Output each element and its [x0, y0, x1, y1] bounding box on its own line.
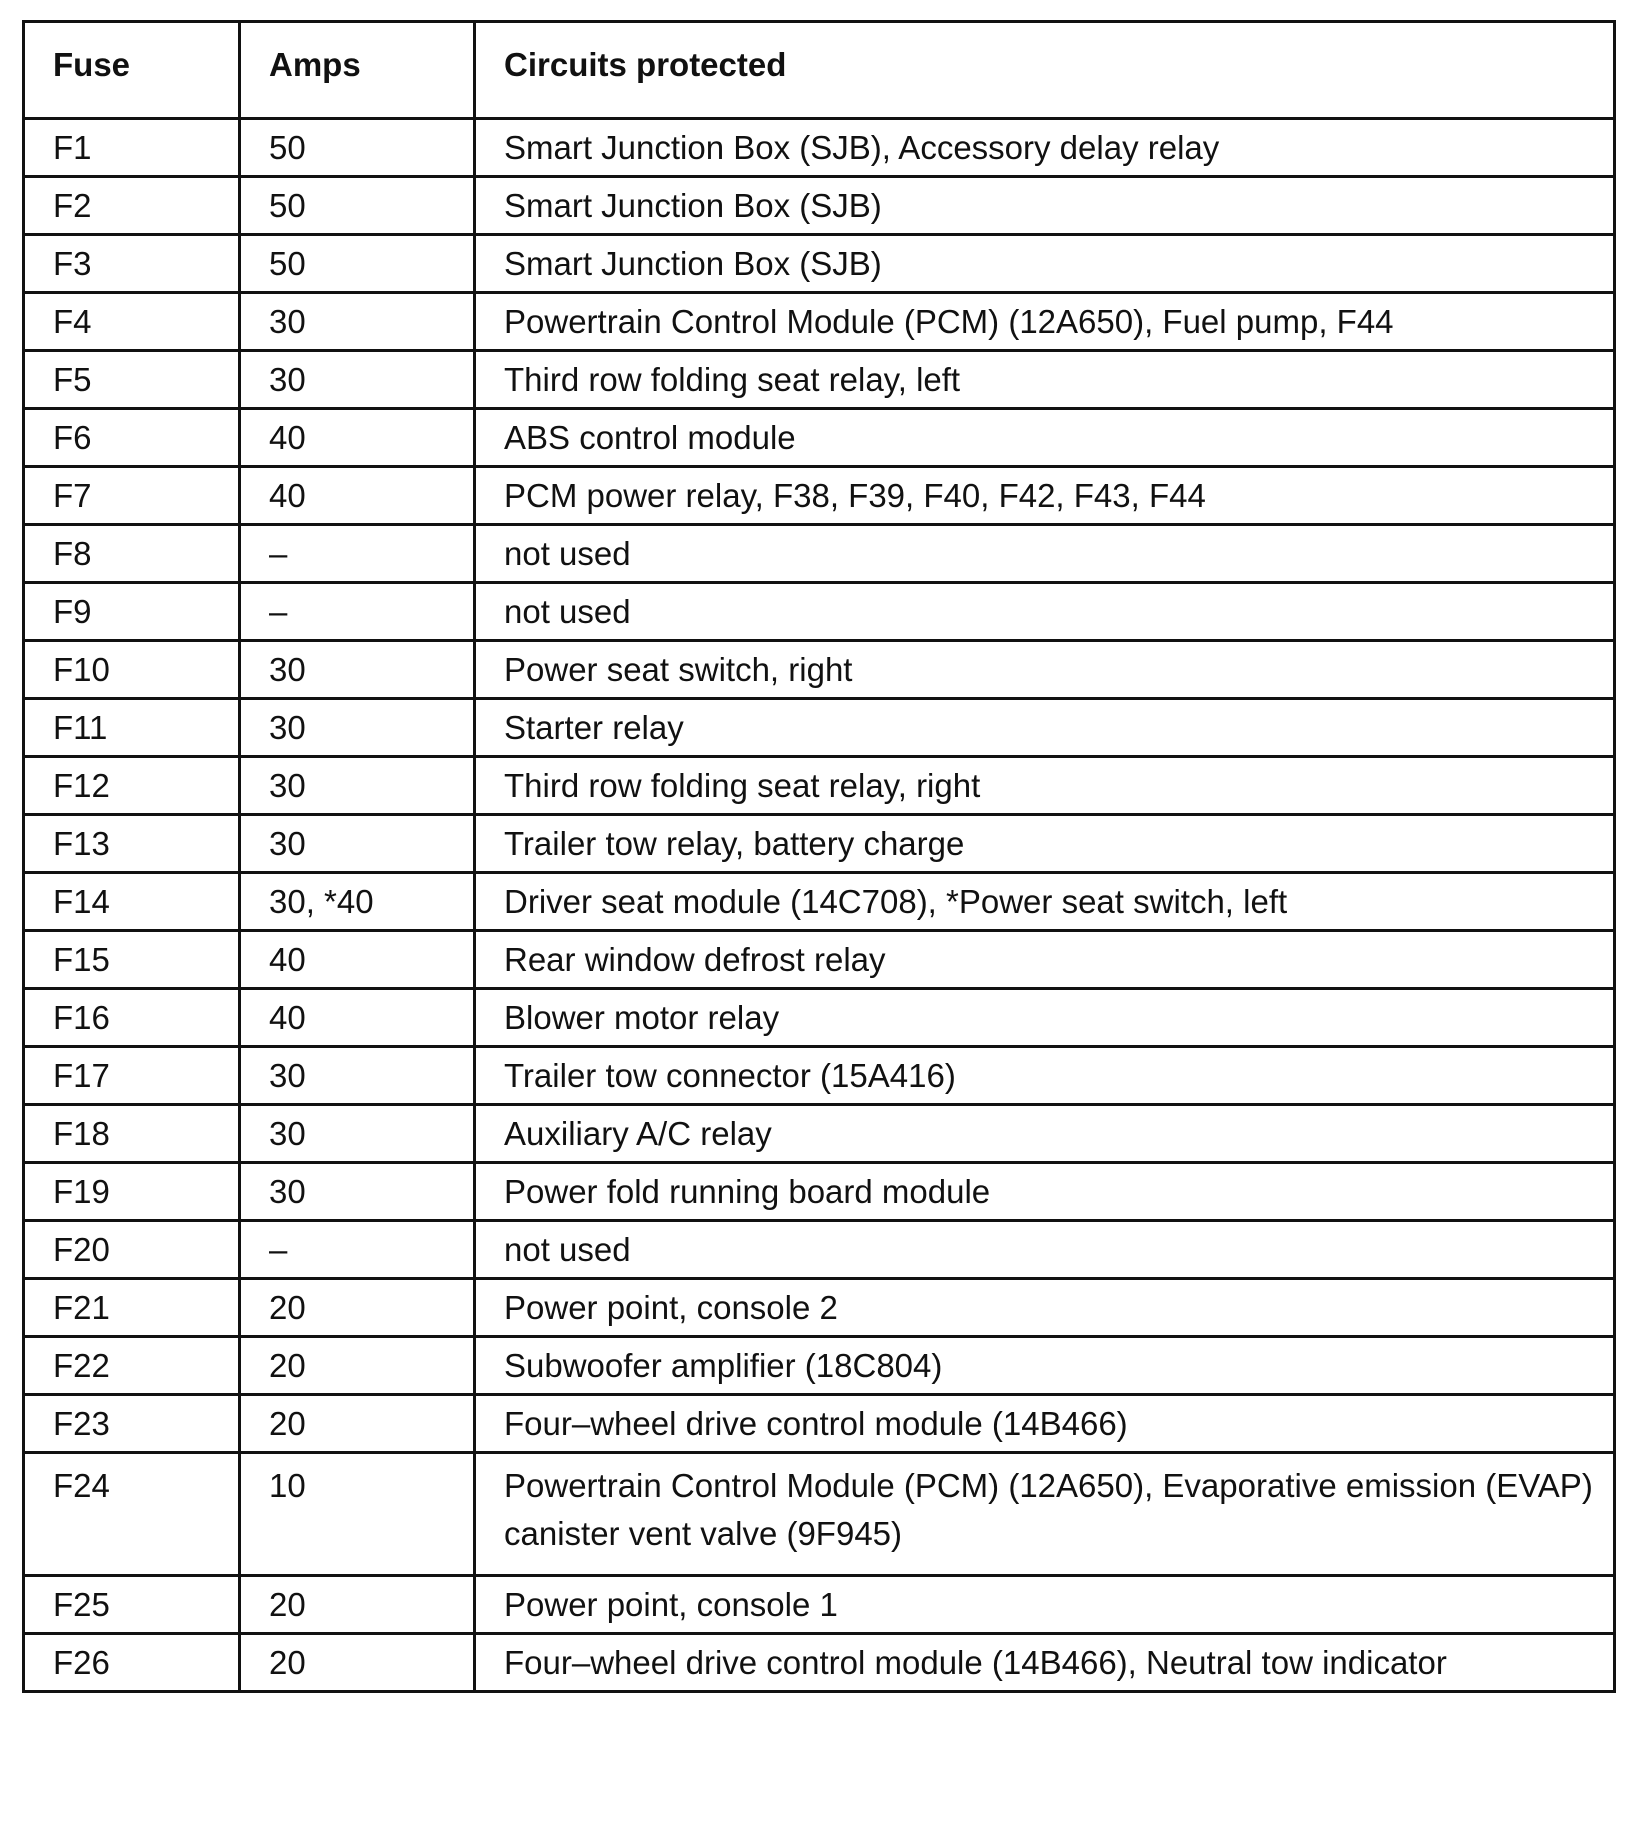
fuse-cell: F15: [24, 931, 240, 989]
table-row: [24, 1337, 1615, 1395]
circuits-cell: Third row folding seat relay, right: [475, 757, 1615, 815]
circuits-cell: Four–wheel drive control module (14B466), Neutral tow indicator: [475, 1634, 1615, 1692]
circuits-cell: Trailer tow connector (15A416): [475, 1047, 1615, 1105]
fuse-cell: F14: [24, 873, 240, 931]
table-row: [24, 989, 1615, 1047]
circuits-cell: Subwoofer amplifier (18C804): [475, 1337, 1615, 1395]
amps-cell: 40: [240, 467, 475, 525]
amps-cell: 20: [240, 1395, 475, 1453]
fuse-cell: F12: [24, 757, 240, 815]
table-row: [24, 815, 1615, 873]
table-row: [24, 583, 1615, 641]
table-row: [24, 467, 1615, 525]
table-row: [24, 409, 1615, 467]
amps-cell: 20: [240, 1634, 475, 1692]
table-row: [24, 1576, 1615, 1634]
circuits-cell: Auxiliary A/C relay: [475, 1105, 1615, 1163]
table-row: [24, 1453, 1615, 1576]
amps-cell: 30: [240, 699, 475, 757]
fuse-table: [22, 20, 1616, 1693]
amps-cell: 30: [240, 351, 475, 409]
fuse-cell: F25: [24, 1576, 240, 1634]
circuits-cell: Smart Junction Box (SJB), Accessory delay relay: [475, 119, 1615, 177]
header-circuits-protected: Circuits protected: [475, 22, 1615, 119]
table-row: [24, 1163, 1615, 1221]
table-row: [24, 699, 1615, 757]
header-amps: Amps: [240, 22, 475, 119]
circuits-cell: PCM power relay, F38, F39, F40, F42, F43, F44: [475, 467, 1615, 525]
amps-cell: 20: [240, 1337, 475, 1395]
circuits-cell: Driver seat module (14C708), *Power seat switch, left: [475, 873, 1615, 931]
amps-cell: 30: [240, 293, 475, 351]
amps-cell: 40: [240, 409, 475, 467]
fuse-cell: F22: [24, 1337, 240, 1395]
fuse-cell: F20: [24, 1221, 240, 1279]
fuse-cell: F16: [24, 989, 240, 1047]
fuse-cell: F18: [24, 1105, 240, 1163]
circuits-cell: Trailer tow relay, battery charge: [475, 815, 1615, 873]
table-row: [24, 1221, 1615, 1279]
amps-cell: 40: [240, 989, 475, 1047]
table-row: [24, 1395, 1615, 1453]
fuse-cell: F11: [24, 699, 240, 757]
amps-cell: 40: [240, 931, 475, 989]
circuits-cell: Power point, console 2: [475, 1279, 1615, 1337]
circuits-cell: not used: [475, 583, 1615, 641]
table-row: [24, 351, 1615, 409]
amps-cell: 30: [240, 1105, 475, 1163]
amps-cell: 20: [240, 1279, 475, 1337]
fuse-cell: F6: [24, 409, 240, 467]
fuse-cell: F10: [24, 641, 240, 699]
fuse-cell: F3: [24, 235, 240, 293]
fuse-cell: F17: [24, 1047, 240, 1105]
circuits-cell: Power seat switch, right: [475, 641, 1615, 699]
amps-cell: 30: [240, 641, 475, 699]
table-row: [24, 525, 1615, 583]
circuits-cell: Powertrain Control Module (PCM) (12A650), Evaporative emission (EVAP) canister vent valve (9F945): [475, 1453, 1615, 1576]
fuse-cell: F21: [24, 1279, 240, 1337]
circuits-cell: Power fold running board module: [475, 1163, 1615, 1221]
amps-cell: 10: [240, 1453, 475, 1576]
circuits-cell: not used: [475, 1221, 1615, 1279]
table-header-row: [24, 22, 1615, 119]
fuse-cell: F1: [24, 119, 240, 177]
table-row: [24, 293, 1615, 351]
fuse-cell: F4: [24, 293, 240, 351]
fuse-cell: F5: [24, 351, 240, 409]
fuse-cell: F13: [24, 815, 240, 873]
amps-cell: 20: [240, 1576, 475, 1634]
amps-cell: –: [240, 583, 475, 641]
fuse-cell: F19: [24, 1163, 240, 1221]
amps-cell: 30: [240, 1047, 475, 1105]
amps-cell: 30: [240, 1163, 475, 1221]
fuse-cell: F26: [24, 1634, 240, 1692]
circuits-cell: not used: [475, 525, 1615, 583]
fuse-cell: F9: [24, 583, 240, 641]
fuse-cell: F2: [24, 177, 240, 235]
table-row: [24, 235, 1615, 293]
circuits-cell: Four–wheel drive control module (14B466): [475, 1395, 1615, 1453]
amps-cell: –: [240, 525, 475, 583]
table-row: [24, 177, 1615, 235]
circuits-cell: ABS control module: [475, 409, 1615, 467]
circuits-cell: Third row folding seat relay, left: [475, 351, 1615, 409]
table-row: [24, 1634, 1615, 1692]
circuits-cell: Starter relay: [475, 699, 1615, 757]
amps-cell: 50: [240, 177, 475, 235]
table-row: [24, 873, 1615, 931]
fuse-cell: F8: [24, 525, 240, 583]
table-row: [24, 1279, 1615, 1337]
circuits-cell: Rear window defrost relay: [475, 931, 1615, 989]
table-row: [24, 119, 1615, 177]
amps-cell: 50: [240, 235, 475, 293]
fuse-cell: F23: [24, 1395, 240, 1453]
table-row: [24, 931, 1615, 989]
table-body: [24, 119, 1615, 1692]
amps-cell: 30: [240, 757, 475, 815]
header-fuse: Fuse: [24, 22, 240, 119]
table-row: [24, 1047, 1615, 1105]
circuits-cell: Smart Junction Box (SJB): [475, 235, 1615, 293]
circuits-cell: Smart Junction Box (SJB): [475, 177, 1615, 235]
fuse-cell: F24: [24, 1453, 240, 1576]
table-row: [24, 1105, 1615, 1163]
amps-cell: 30, *40: [240, 873, 475, 931]
amps-cell: 50: [240, 119, 475, 177]
amps-cell: 30: [240, 815, 475, 873]
circuits-cell: Blower motor relay: [475, 989, 1615, 1047]
fuse-cell: F7: [24, 467, 240, 525]
amps-cell: –: [240, 1221, 475, 1279]
table-row: [24, 641, 1615, 699]
table-row: [24, 757, 1615, 815]
circuits-cell: Powertrain Control Module (PCM) (12A650), Fuel pump, F44: [475, 293, 1615, 351]
circuits-cell: Power point, console 1: [475, 1576, 1615, 1634]
